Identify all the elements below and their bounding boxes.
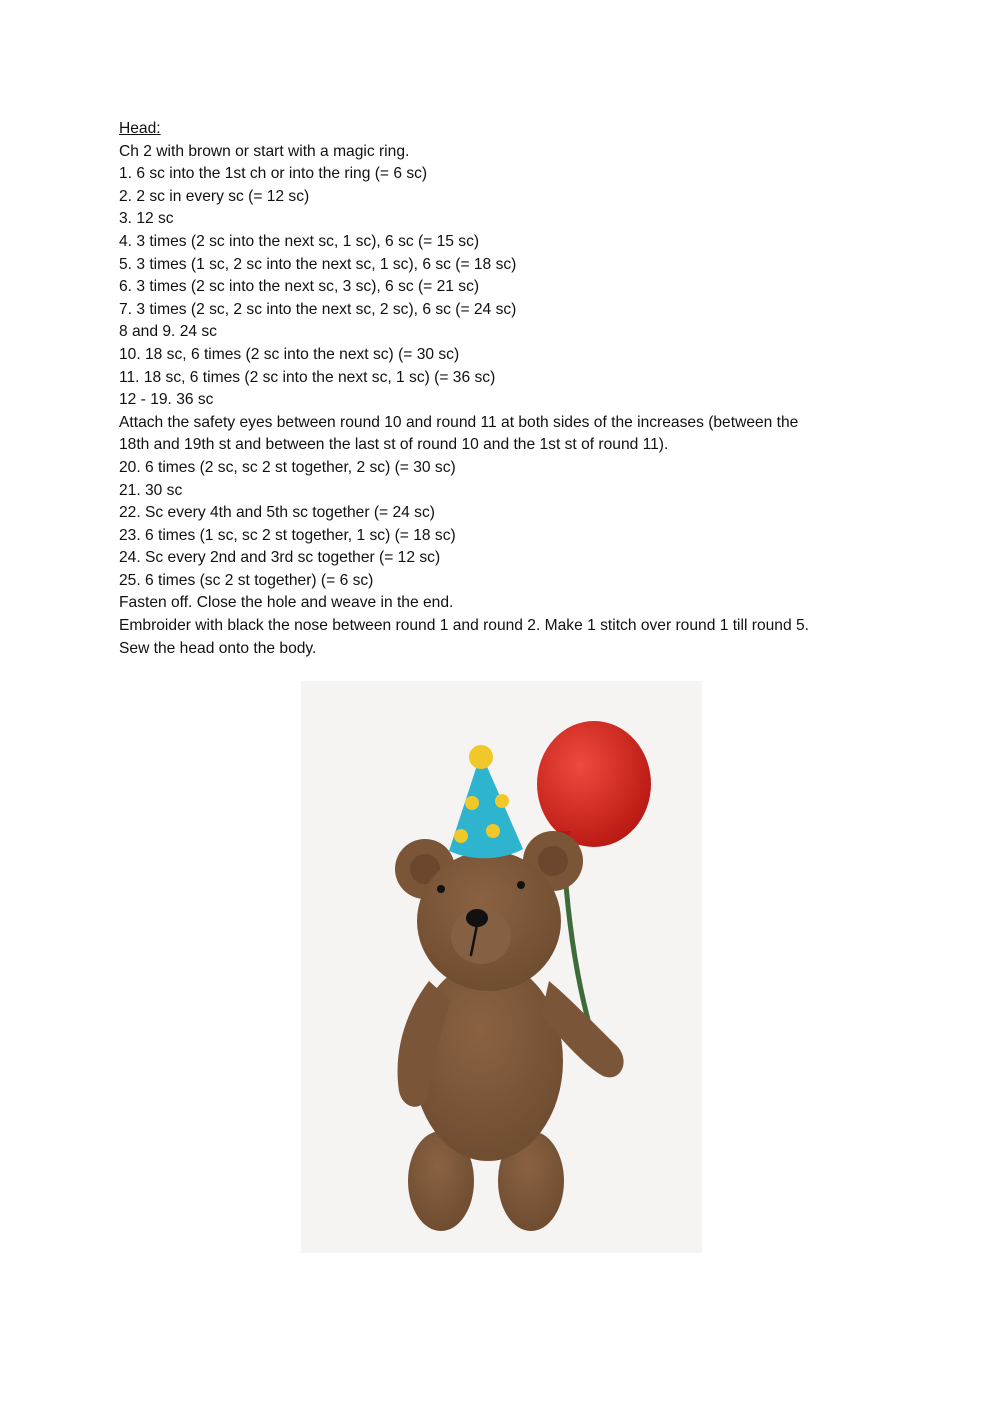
instruction-line: 12 - 19. 36 sc <box>119 391 214 409</box>
instruction-line: 8 and 9. 24 sc <box>119 323 217 341</box>
instruction-line: 25. 6 times (sc 2 st together) (= 6 sc) <box>119 571 374 589</box>
instruction-line: 24. Sc every 2nd and 3rd sc together (= 12 sc) <box>119 549 441 567</box>
instruction-line: Sew the head onto the body. <box>119 639 317 657</box>
instruction-line: Fasten off. Close the hole and weave in the end. <box>119 594 454 612</box>
instruction-line: 11. 18 sc, 6 times (2 sc into the next sc, 1 sc) (= 36 sc) <box>119 368 496 386</box>
instruction-line: 21. 30 sc <box>119 481 183 499</box>
instruction-line: 22. Sc every 4th and 5th sc together (= 24 sc) <box>119 504 435 522</box>
instruction-line: 6. 3 times (2 sc into the next sc, 3 sc), 6 sc (= 21 sc) <box>119 278 480 296</box>
eye-right <box>517 881 525 889</box>
instruction-line: 4. 3 times (2 sc into the next sc, 1 sc), 6 sc (= 15 sc) <box>119 232 480 250</box>
instruction-line: 5. 3 times (1 sc, 2 sc into the next sc, 1 sc), 6 sc (= 18 sc) <box>119 255 517 273</box>
instruction-line: 18th and 19th st and between the last st of round 10 and the 1st st of round 11). <box>119 436 669 454</box>
teddy-bear-photo <box>301 681 702 1253</box>
instruction-line: 2. 2 sc in every sc (= 12 sc) <box>119 187 310 205</box>
instruction-line: Embroider with black the nose between round 1 and round 2. Make 1 stitch over round 1 till round 5. <box>119 617 809 635</box>
instruction-line: 1. 6 sc into the 1st ch or into the ring (= 6 sc) <box>119 165 428 183</box>
section-heading: Head: <box>119 120 161 137</box>
instruction-line: Attach the safety eyes between round 10 and round 11 at both sides of the increases (between the <box>119 413 799 431</box>
instruction-line: Ch 2 with brown or start with a magic ring. <box>119 142 410 160</box>
eye-left <box>437 885 445 893</box>
instruction-line: 7. 3 times (2 sc, 2 sc into the next sc, 2 sc), 6 sc (= 24 sc) <box>119 300 517 318</box>
pattern-text <box>119 118 909 660</box>
instruction-line: 23. 6 times (1 sc, sc 2 st together, 1 sc) (= 18 sc) <box>119 526 456 544</box>
instruction-line: 3. 12 sc <box>119 210 174 228</box>
instruction-line: 20. 6 times (2 sc, sc 2 st together, 2 sc) (= 30 sc) <box>119 458 456 476</box>
teddy-bear-illustration <box>301 681 702 1253</box>
instruction-line: 10. 18 sc, 6 times (2 sc into the next sc) (= 30 sc) <box>119 345 460 363</box>
